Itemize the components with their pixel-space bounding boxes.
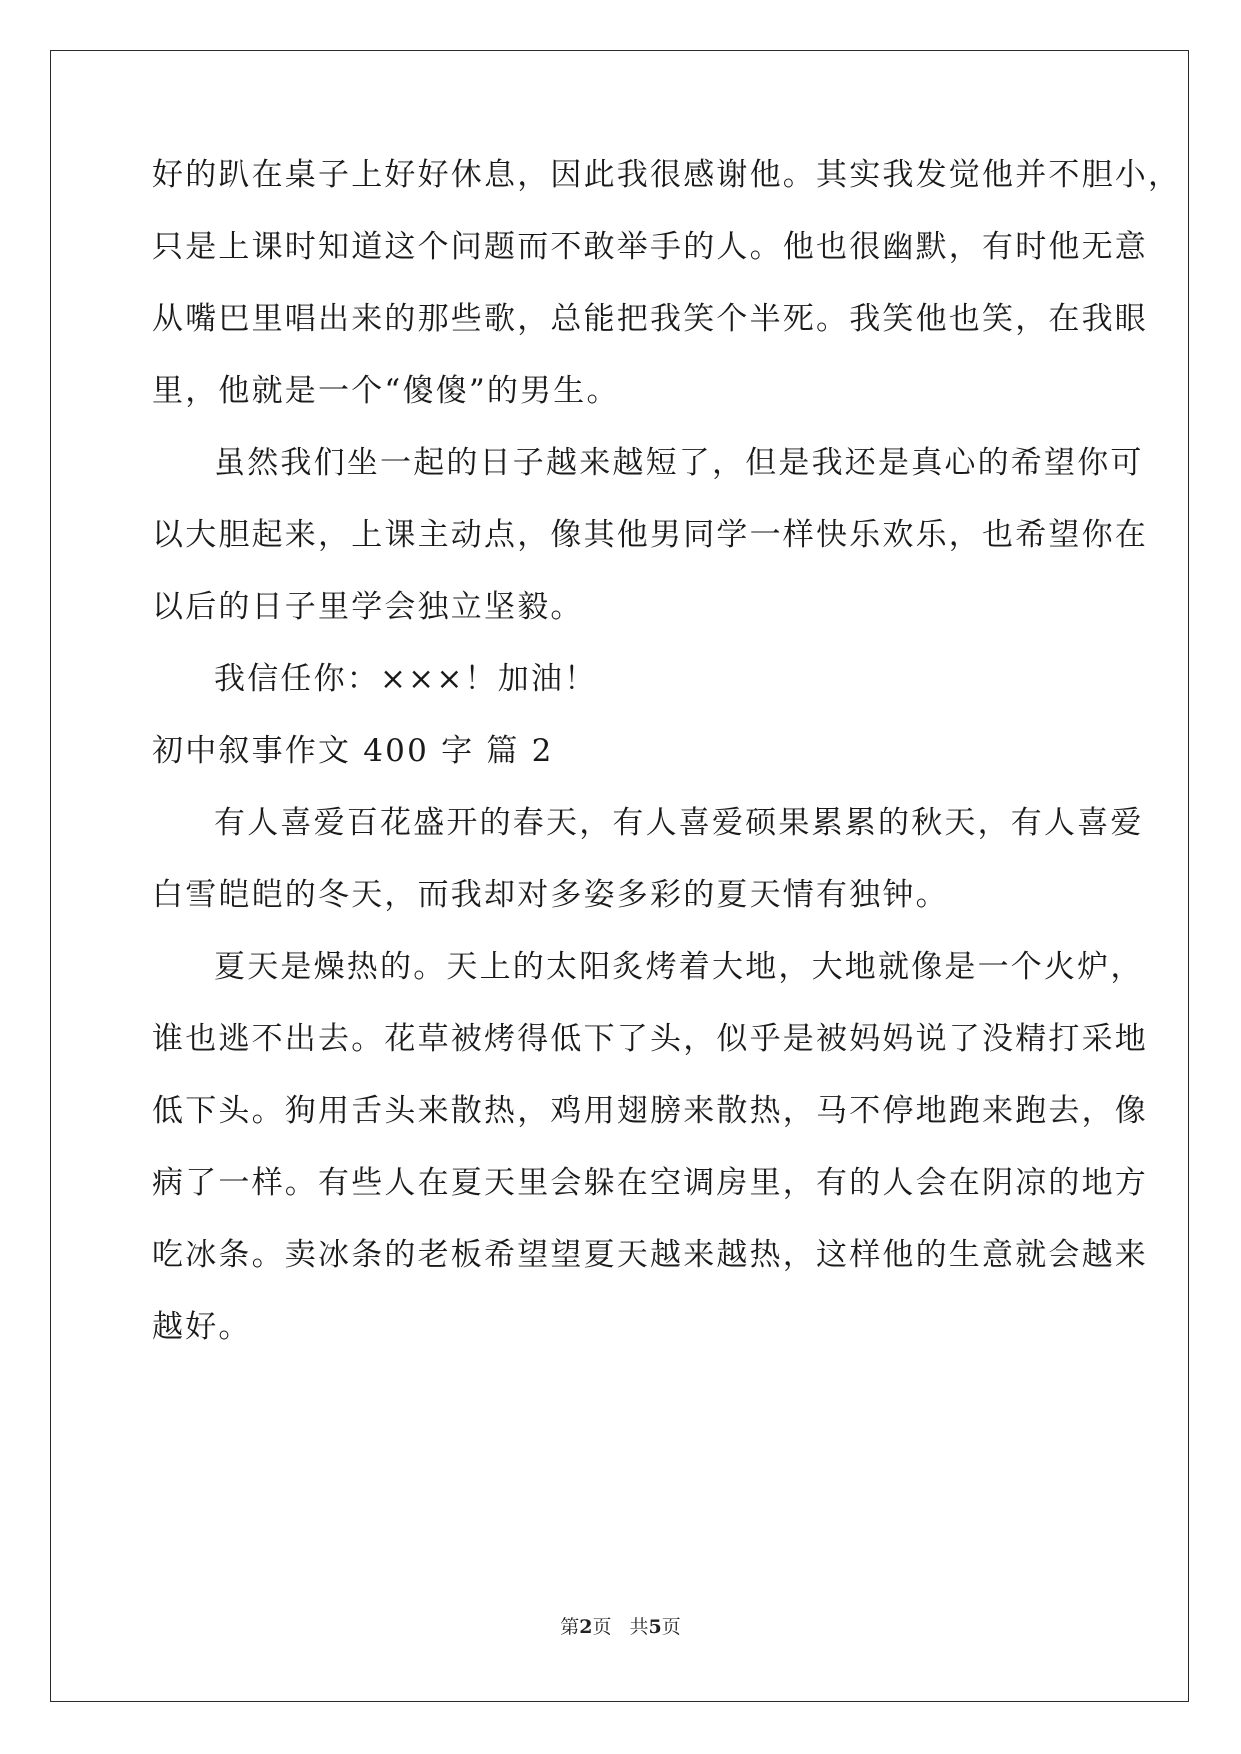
paragraph-line: 虽然我们坐一起的日子越来越短了，但是我还是真心的希望你可 [214,445,1144,481]
paragraph-line: 夏天是燥热的。天上的太阳炙烤着大地，大地就像是一个火炉， [214,949,1144,985]
page-unit: 页 [592,1616,612,1638]
paragraph-line: 低下头。狗用舌头来散热，鸡用翅膀来散热，马不停地跑来跑去，像 [152,1093,1148,1129]
paragraph-line: 我信任你：×××！加油！ [214,661,598,697]
total-page-number: 5 [648,1616,662,1638]
total-unit: 页 [661,1616,681,1638]
paragraph-line: 白雪皑皑的冬天，而我却对多姿多彩的夏天情有独钟。 [152,877,949,913]
paragraph-line: 吃冰条。卖冰条的老板希望望夏天越来越热，这样他的生意就会越来 [152,1237,1148,1273]
paragraph-line: 病了一样。有些人在夏天里会躲在空调房里，有的人会在阴凉的地方 [152,1165,1148,1201]
page-footer [0,1615,1241,1639]
paragraph-line: 只是上课时知道这个问题而不敢举手的人。他也很幽默，有时他无意 [152,229,1148,265]
paragraph-line: 越好。 [152,1309,252,1345]
paragraph-line: 谁也逃不出去。花草被烤得低下了头，似乎是被妈妈说了没精打采地 [152,1021,1148,1057]
total-prefix: 共 [629,1616,649,1638]
paragraph-line: 从嘴巴里唱出来的那些歌，总能把我笑个半死。我笑他也笑，在我眼 [152,301,1148,337]
paragraph-line: 有人喜爱百花盛开的春天，有人喜爱硕果累累的秋天，有人喜爱 [214,805,1144,841]
page-prefix: 第 [560,1616,580,1638]
paragraph-line: 好的趴在桌子上好好休息，因此我很感谢他。其实我发觉他并不胆小， [152,157,1182,193]
current-page-number: 2 [579,1616,593,1638]
paragraph-line: 以后的日子里学会独立坚毅。 [152,589,584,625]
section-heading: 初中叙事作文 400 字 篇 2 [152,733,554,769]
paragraph-line: 以大胆起来，上课主动点，像其他男同学一样快乐欢乐，也希望你在 [152,517,1148,553]
paragraph-line: 里，他就是一个“傻傻”的男生。 [152,373,620,409]
